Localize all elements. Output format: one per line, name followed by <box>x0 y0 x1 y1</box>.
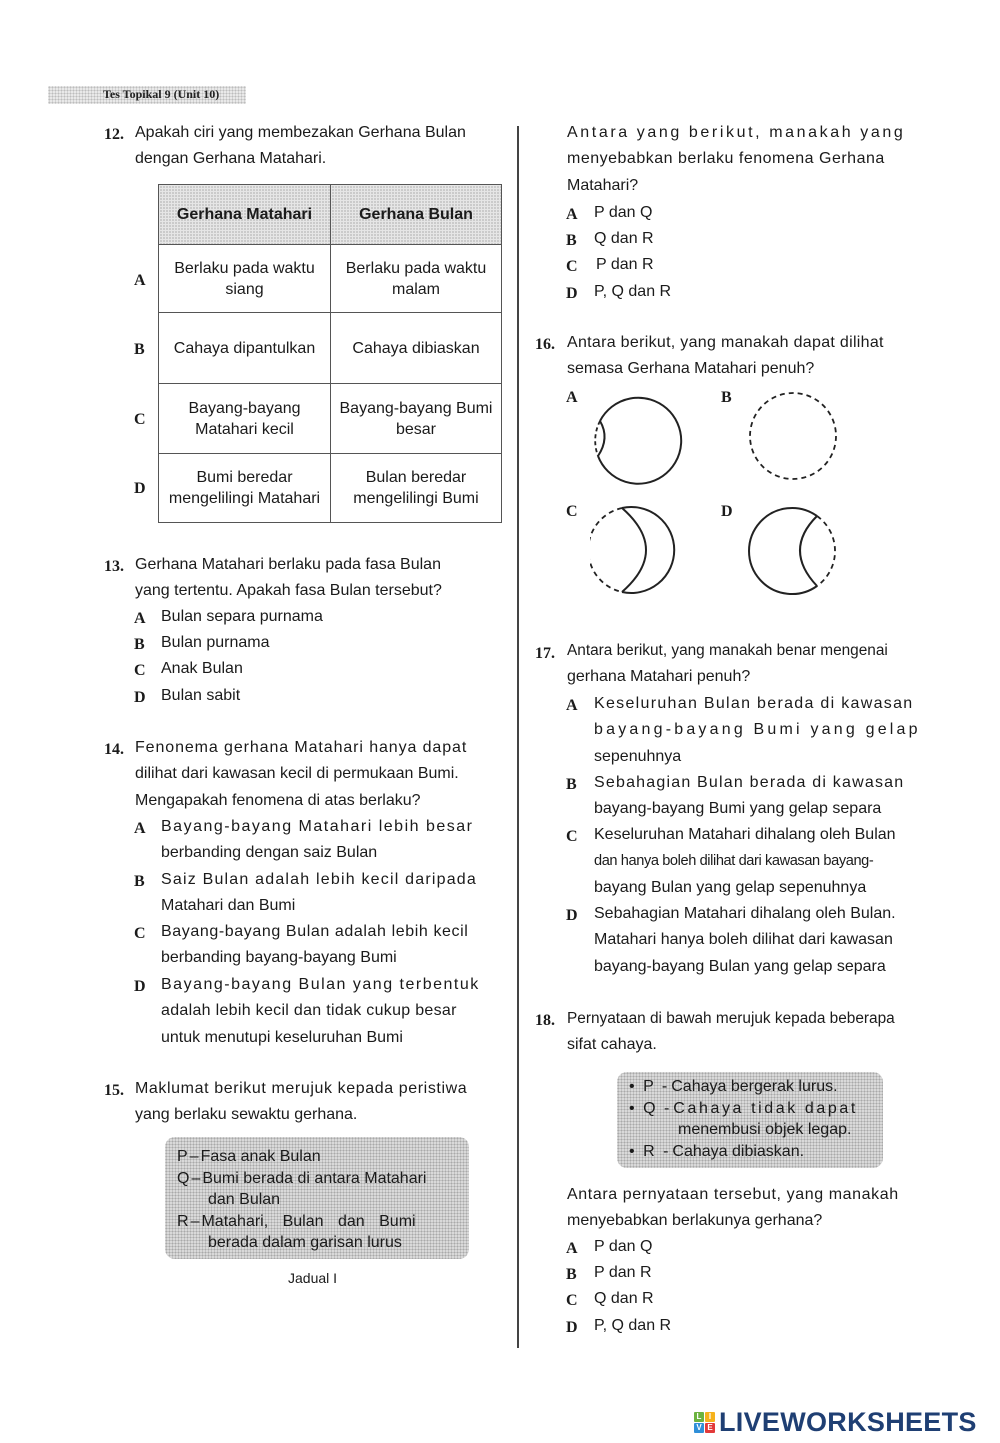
option-letter-d[interactable]: D <box>134 689 146 706</box>
info-item-r: R – Matahari, Bulan dan Bumi <box>177 1212 416 1230</box>
eclipse-figure-c-icon[interactable] <box>590 502 690 598</box>
option-letter-a[interactable]: A <box>566 1240 578 1257</box>
option-letter-a[interactable]: A <box>134 610 146 627</box>
option-letter-b[interactable]: B <box>566 1266 577 1283</box>
option-letter-b[interactable]: B <box>134 873 145 890</box>
question-text: Fenonema gerhana Matahari hanya dapat <box>135 739 468 756</box>
option-letter-b[interactable]: B <box>134 636 145 653</box>
table-cell: Bulan beredar mengelilingi Bumi <box>331 454 502 523</box>
info-item-q-cont: dan Bulan <box>208 1191 281 1208</box>
question-text: dilihat dari kawasan kecil di permukaan Bumi. <box>135 765 459 783</box>
question-text: Matahari? <box>567 176 639 194</box>
column-divider <box>517 126 519 1348</box>
option-letter-c[interactable]: C <box>134 662 146 679</box>
option-letter-d[interactable]: D <box>566 1319 578 1336</box>
option-text-a[interactable]: Bayang-bayang Matahari lebih besar berbanding dengan saiz Bulan <box>161 818 474 862</box>
question-text: menyebabkan berlakunya gerhana? <box>567 1212 823 1230</box>
statement-q-cont: menembusi objek legap. <box>678 1121 852 1138</box>
liveworksheets-logo[interactable] <box>694 1408 977 1436</box>
statements-box <box>617 1072 883 1168</box>
question-text: Gerhana Matahari berlaku pada fasa Bulan <box>135 556 441 573</box>
question-text: Antara berikut, yang manakah benar mengenai <box>567 642 888 659</box>
table-header-solar: Gerhana Matahari <box>159 185 331 245</box>
table-cell: Cahaya dipantulkan <box>159 313 331 384</box>
question-number: 17. <box>535 645 555 662</box>
info-item-r-cont: berada dalam garisan lurus <box>208 1234 402 1251</box>
figure-label-b[interactable]: B <box>721 389 732 406</box>
option-letter-c[interactable]: C <box>566 828 578 845</box>
question-text: Antara yang berikut, manakah yang <box>567 124 906 141</box>
row-label-a[interactable]: A <box>134 272 146 289</box>
option-letter-b[interactable]: B <box>566 776 577 793</box>
statement-r: • R - Cahaya dibiaskan. <box>629 1142 805 1160</box>
question-text: sifat cahaya. <box>567 1036 657 1054</box>
question-text: Antara pernyataan tersebut, yang manakah <box>567 1186 899 1203</box>
option-text-a[interactable]: Bulan separa purnama <box>161 608 323 625</box>
comparison-table <box>158 184 502 523</box>
option-text-a[interactable]: P dan Q <box>594 1238 653 1255</box>
option-text-d[interactable]: Bayang-bayang Bulan yang terbentuk adalah lebih kecil dan tidak cukup besar untuk menutupi keseluruhan Bumi <box>161 976 480 1046</box>
option-letter-d[interactable]: D <box>566 907 578 924</box>
logo-blocks-icon: L I V E <box>694 1412 715 1433</box>
question-text: semasa Gerhana Matahari penuh? <box>567 360 815 378</box>
option-letter-a[interactable]: A <box>134 820 146 837</box>
table-cell: Berlaku pada waktu siang <box>159 245 331 313</box>
option-text-b[interactable]: Bulan purnama <box>161 634 270 651</box>
table-cell: Bumi beredar mengelilingi Matahari <box>159 454 331 523</box>
statement-p: • P - Cahaya bergerak lurus. <box>629 1078 838 1095</box>
table-header-lunar: Gerhana Bulan <box>331 185 502 245</box>
option-text-b[interactable]: Saiz Bulan adalah lebih kecil daripada Matahari dan Bumi <box>161 871 478 915</box>
question-text: gerhana Matahari penuh? <box>567 668 751 686</box>
option-text-d[interactable]: Sebahagian Matahari dihalang oleh Bulan. Matahari hanya boleh dilihat dari kawasan bayang-bayang Bulan yang gelap separa <box>594 905 896 975</box>
option-text-b[interactable]: Q dan R <box>594 230 654 247</box>
unit-header-title: Tes Topikal 9 (Unit 10) <box>103 87 220 101</box>
table-cell: Bayang-bayang Bumi besar <box>331 384 502 454</box>
question-text: yang berlaku sewaktu gerhana. <box>135 1106 358 1124</box>
row-label-b[interactable]: B <box>134 341 145 358</box>
question-text: Pernyataan di bawah merujuk kepada beberapa <box>567 1010 895 1027</box>
eclipse-figure-a-icon[interactable] <box>590 390 690 486</box>
info-box <box>165 1137 469 1259</box>
table-row[interactable] <box>159 313 502 384</box>
option-letter-d[interactable]: D <box>134 978 146 995</box>
table-cell: Cahaya dibiaskan <box>331 313 502 384</box>
question-text: menyebabkan berlaku fenomena Gerhana <box>567 150 885 168</box>
logo-text: LIVEWORKSHEETS <box>719 1406 977 1437</box>
question-number: 14. <box>104 741 124 758</box>
question-number: 15. <box>104 1082 124 1099</box>
question-text: Maklumat berikut merujuk kepada peristiwa <box>135 1080 468 1097</box>
question-text: yang tertentu. Apakah fasa Bulan tersebut? <box>135 582 442 600</box>
table-caption: Jadual I <box>288 1270 338 1286</box>
question-number: 18. <box>535 1012 555 1029</box>
question-text: Antara berikut, yang manakah dapat dilihat <box>567 334 884 351</box>
option-letter-a[interactable]: A <box>566 697 578 714</box>
option-letter-c[interactable]: C <box>134 925 146 942</box>
figure-label-c[interactable]: C <box>566 503 578 520</box>
option-text-a[interactable]: Keseluruhan Bulan berada di kawasan bayang-bayang Bumi yang gelap sepenuhnya <box>594 695 921 765</box>
option-text-d[interactable]: P, Q dan R <box>594 283 672 300</box>
info-item-p: P – Fasa anak Bulan <box>177 1148 321 1165</box>
info-item-q: Q – Bumi berada di antara Matahari <box>177 1169 427 1187</box>
option-text-c[interactable]: P dan R <box>596 256 654 273</box>
option-text-d[interactable]: Bulan sabit <box>161 687 241 704</box>
figure-label-d[interactable]: D <box>721 503 733 520</box>
question-text: Mengapakah fenomena di atas berlaku? <box>135 791 421 809</box>
figure-label-a[interactable]: A <box>566 389 578 406</box>
option-text-d[interactable]: P, Q dan R <box>594 1317 672 1334</box>
option-letter-c[interactable]: C <box>566 258 578 275</box>
option-text-c[interactable]: Bayang-bayang Bulan adalah lebih kecil berbanding bayang-bayang Bumi <box>161 923 469 967</box>
option-letter-a[interactable]: A <box>566 206 578 223</box>
option-text-b[interactable]: P dan R <box>594 1264 652 1281</box>
question-number: 13. <box>104 558 124 575</box>
table-row[interactable] <box>159 454 502 523</box>
option-text-c[interactable]: Q dan R <box>594 1290 654 1307</box>
question-text: dengan Gerhana Matahari. <box>135 150 327 168</box>
table-row[interactable] <box>159 245 502 313</box>
eclipse-figure-b-icon[interactable] <box>745 388 845 484</box>
option-text-b[interactable]: Sebahagian Bulan berada di kawasan bayang-bayang Bumi yang gelap separa <box>594 774 905 818</box>
unit-header <box>48 86 246 104</box>
question-number: 16. <box>535 336 555 353</box>
option-text-a[interactable]: P dan Q <box>594 204 653 221</box>
option-text-c[interactable]: Anak Bulan <box>161 660 243 677</box>
option-text-c[interactable]: Keseluruhan Matahari dihalang oleh Bulan dan hanya boleh dilihat dari kawasan bayang- bayang Bulan yang gelap sepenuhnya <box>594 826 896 896</box>
table-cell: Berlaku pada waktu malam <box>331 245 502 313</box>
table-cell: Bayang-bayang Matahari kecil <box>159 384 331 454</box>
question-number: 12. <box>104 126 124 143</box>
row-label-c[interactable]: C <box>134 411 146 428</box>
statement-q: • Q - Cahaya tidak dapat <box>629 1099 858 1117</box>
option-letter-b[interactable]: B <box>566 232 577 249</box>
table-row[interactable] <box>159 384 502 454</box>
option-letter-c[interactable]: C <box>566 1292 578 1309</box>
eclipse-figure-d-icon[interactable] <box>745 502 845 598</box>
row-label-d[interactable]: D <box>134 480 146 497</box>
option-letter-d[interactable]: D <box>566 285 578 302</box>
question-text: Apakah ciri yang membezakan Gerhana Bulan <box>135 124 466 141</box>
